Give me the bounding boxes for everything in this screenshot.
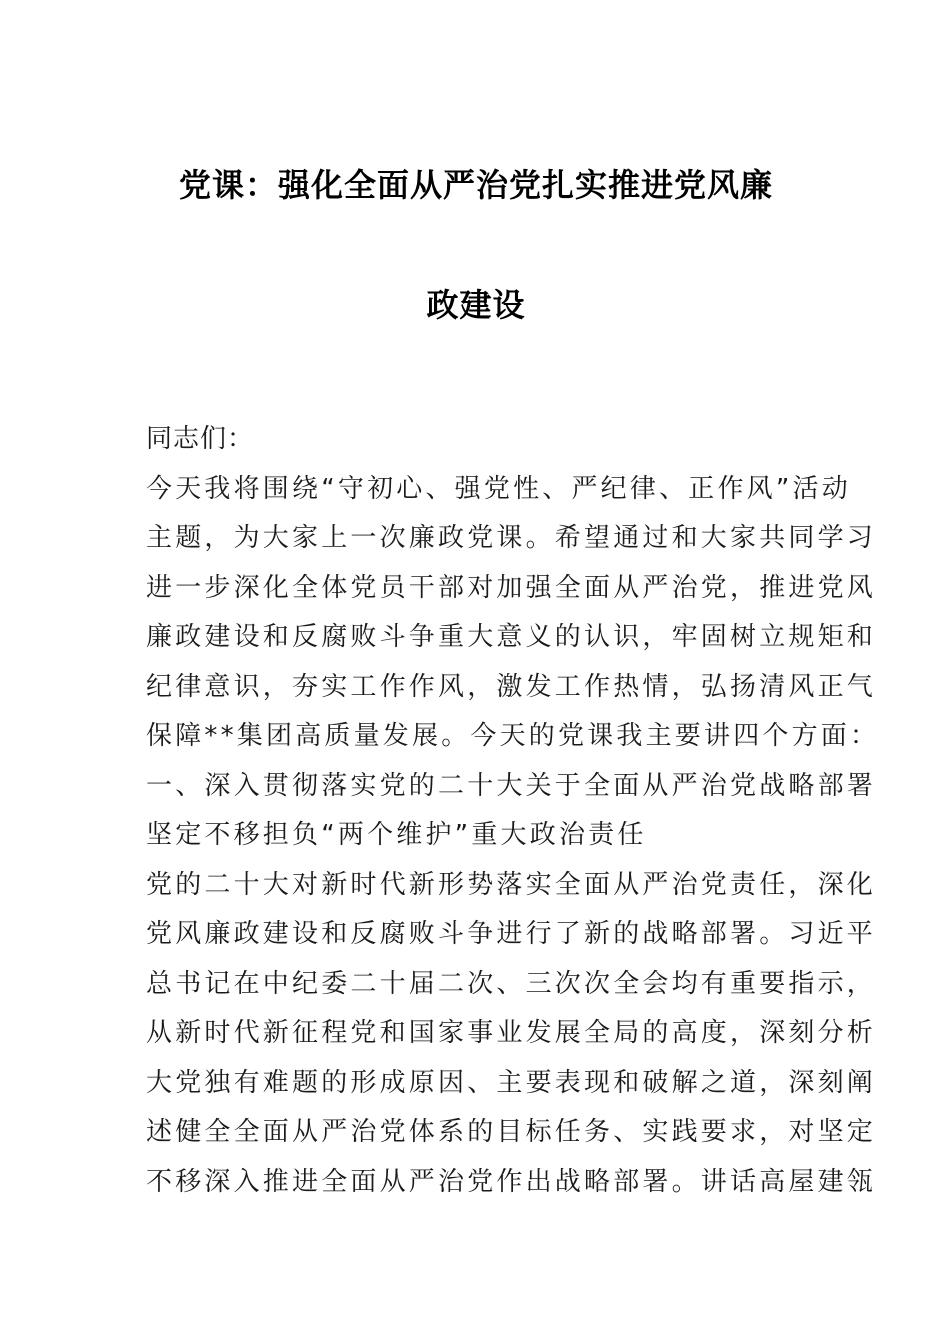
body-line: 党风廉政建设和反腐败斗争进行了新的战略部署。习近平	[146, 919, 877, 949]
salutation: 同志们：	[146, 424, 255, 454]
body-line: 今天我将围绕“守初心、强党性、严纪律、正作风”活动	[146, 473, 851, 504]
body-line: 大党独有难题的形成原因、主要表现和破解之道，深刻阐	[146, 1067, 877, 1098]
body-line: 纪律意识，夯实工作作风，激发工作热情，弘扬清风正气	[146, 671, 877, 702]
body-line: 廉政建设和反腐败斗争重大意义的认识，牢固树立规矩和	[146, 622, 877, 652]
document-title-line-1: 党课：强化全面从严治党扎实推进党风廉	[178, 166, 773, 204]
document-title-line-2: 政建设	[426, 286, 526, 324]
body-line: 党的二十大对新时代新形势落实全面从严治党责任，深化	[146, 869, 877, 900]
body-line: 进一步深化全体党员干部对加强全面从严治党，推进党风	[146, 572, 877, 603]
body-line: 述健全全面从严治党体系的目标任务、实践要求，对坚定	[146, 1117, 877, 1147]
section-heading-line: 坚定不移担负“两个维护”重大政治责任	[146, 820, 647, 850]
body-line: 总书记在中纪委二十届二次、三次次全会均有重要指示，	[146, 968, 877, 999]
section-heading-line: 一、深入贯彻落实党的二十大关于全面从严治党战略部署	[146, 770, 877, 801]
body-line: 主题，为大家上一次廉政党课。希望通过和大家共同学习	[146, 523, 877, 553]
body-line: 保障**集团高质量发展。今天的党课我主要讲四个方面：	[146, 721, 880, 751]
body-line: 从新时代新征程党和国家事业发展全局的高度，深刻分析	[146, 1018, 877, 1048]
document-body	[146, 415, 880, 1207]
body-line: 不移深入推进全面从严治党作出战略部署。讲话高屋建瓴	[146, 1166, 877, 1197]
